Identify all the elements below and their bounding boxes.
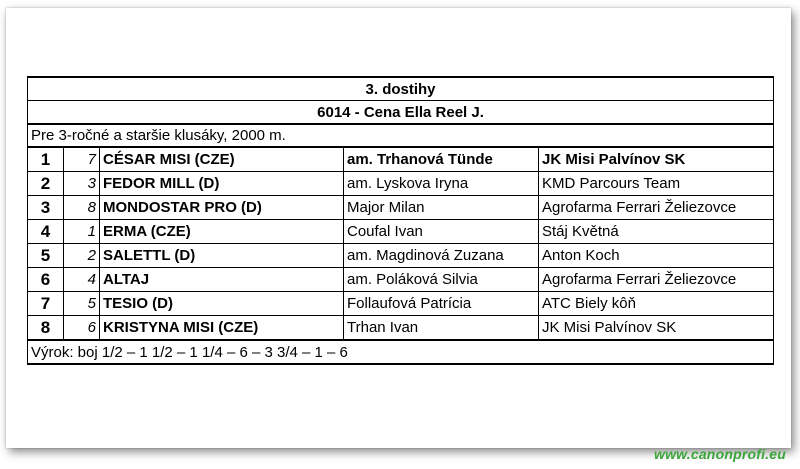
watermark: www.canonprofi.eu <box>654 446 786 462</box>
start-number: 2 <box>64 244 100 268</box>
race-conditions-row <box>28 124 774 147</box>
horse-name: CÉSAR MISI (CZE) <box>100 147 344 172</box>
position: 7 <box>28 292 64 316</box>
driver-name: Major Milan <box>344 196 539 220</box>
race-name: 6014 - Cena Ella Reel J. <box>28 101 774 125</box>
owner-name: Agrofarma Ferrari Želiezovce <box>539 268 774 292</box>
verdict-row <box>28 340 774 364</box>
driver-name: am. Lyskova Iryna <box>344 172 539 196</box>
result-row <box>28 172 774 196</box>
owner-name: JK Misi Palvínov SK <box>539 316 774 341</box>
driver-name: Coufal Ivan <box>344 220 539 244</box>
driver-name: am. Poláková Silvia <box>344 268 539 292</box>
owner-name: Stáj Květná <box>539 220 774 244</box>
position: 3 <box>28 196 64 220</box>
result-row <box>28 268 774 292</box>
horse-name: ALTAJ <box>100 268 344 292</box>
position: 1 <box>28 147 64 172</box>
owner-name: Agrofarma Ferrari Želiezovce <box>539 196 774 220</box>
start-number: 7 <box>64 147 100 172</box>
race-title-row <box>28 77 774 101</box>
start-number: 8 <box>64 196 100 220</box>
owner-name: ATC Biely kôň <box>539 292 774 316</box>
horse-name: ERMA (CZE) <box>100 220 344 244</box>
result-row <box>28 147 774 172</box>
result-row <box>28 220 774 244</box>
result-row <box>28 292 774 316</box>
horse-name: MONDOSTAR PRO (D) <box>100 196 344 220</box>
verdict-text: Výrok: boj 1/2 – 1 1/2 – 1 1/4 – 6 – 3 3/4 – 1 – 6 <box>28 340 774 364</box>
position: 4 <box>28 220 64 244</box>
result-row <box>28 316 774 341</box>
position: 6 <box>28 268 64 292</box>
result-row <box>28 196 774 220</box>
owner-name: KMD Parcours Team <box>539 172 774 196</box>
start-number: 1 <box>64 220 100 244</box>
start-number: 5 <box>64 292 100 316</box>
position: 2 <box>28 172 64 196</box>
start-number: 6 <box>64 316 100 341</box>
position: 5 <box>28 244 64 268</box>
race-title: 3. dostihy <box>28 77 774 101</box>
position: 8 <box>28 316 64 341</box>
race-results-table <box>27 76 774 365</box>
result-row <box>28 244 774 268</box>
race-name-row <box>28 101 774 125</box>
horse-name: FEDOR MILL (D) <box>100 172 344 196</box>
owner-name: JK Misi Palvínov SK <box>539 147 774 172</box>
driver-name: am. Trhanová Tünde <box>344 147 539 172</box>
start-number: 4 <box>64 268 100 292</box>
start-number: 3 <box>64 172 100 196</box>
owner-name: Anton Koch <box>539 244 774 268</box>
horse-name: KRISTYNA MISI (CZE) <box>100 316 344 341</box>
race-conditions: Pre 3-ročné a staršie klusáky, 2000 m. <box>28 124 774 147</box>
driver-name: Follaufová Patrícia <box>344 292 539 316</box>
horse-name: SALETTL (D) <box>100 244 344 268</box>
horse-name: TESIO (D) <box>100 292 344 316</box>
driver-name: am. Magdinová Zuzana <box>344 244 539 268</box>
driver-name: Trhan Ivan <box>344 316 539 341</box>
